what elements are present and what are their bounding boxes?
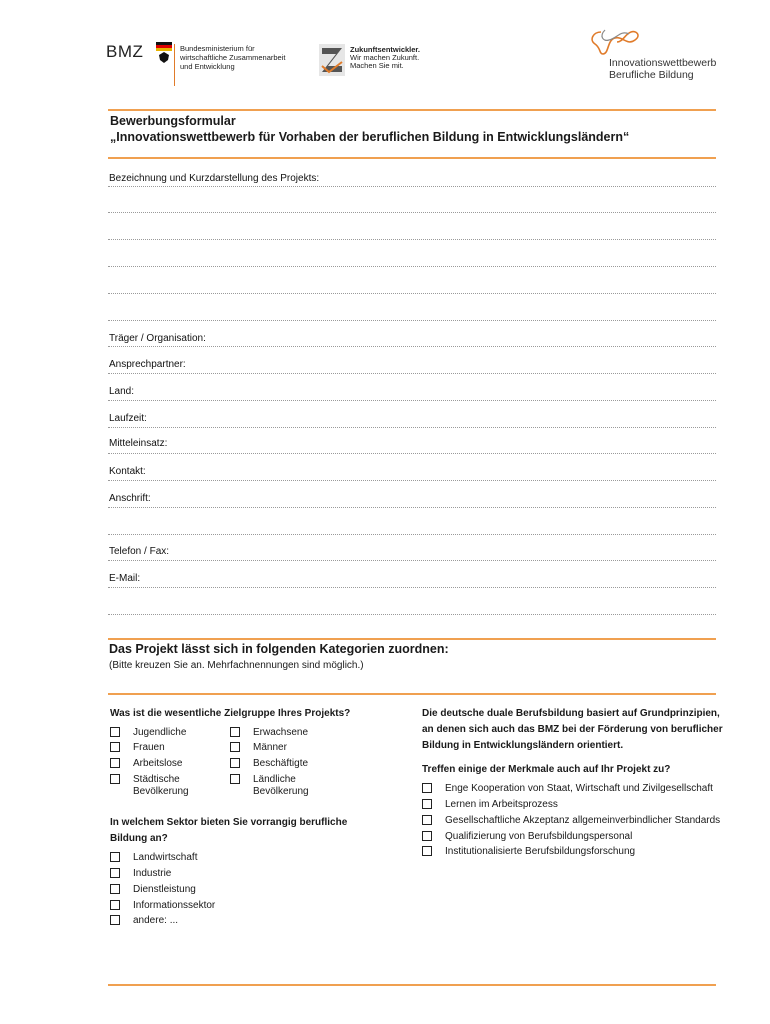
zielgruppe-question: Was ist die wesentliche Zielgruppe Ihres Projekts? — [110, 708, 351, 719]
prinzipien-intro: Die deutsche duale Berufsbildung basiert auf Grundprinzipien, an denen sich auch das BMZ bei der Förderung von beruflicher Bildung in Entwicklungsländern orientiert. — [422, 708, 723, 751]
input-line-mitteleinsatz[interactable] — [108, 453, 716, 454]
input-line-anschrift[interactable] — [108, 507, 716, 508]
zukunftsentwickler-logo-icon — [319, 44, 345, 76]
input-line-email-2[interactable] — [108, 614, 716, 615]
label-ansprechpartner: Ansprechpartner: — [109, 359, 186, 370]
label-land: Land: — [109, 386, 135, 397]
checkbox-erwachsene[interactable]: Erwachsene — [230, 727, 308, 739]
label-anschrift: Anschrift: — [109, 493, 151, 504]
checkbox-laendliche-bevoelkerung[interactable]: Ländliche Bevölkerung — [230, 774, 309, 798]
checkbox[interactable] — [422, 783, 432, 793]
input-line-projekt-5[interactable] — [108, 293, 716, 294]
checkbox[interactable] — [230, 774, 240, 784]
label-telefon: Telefon / Fax: — [109, 546, 170, 557]
input-line-projekt-2[interactable] — [108, 212, 716, 213]
checkbox[interactable] — [110, 774, 120, 784]
label-email: E-Mail: — [109, 573, 141, 584]
innovationswettbewerb-logo-icon — [587, 26, 643, 58]
checkbox-andere[interactable]: andere: ... — [110, 915, 178, 927]
label-mitteleinsatz: Mitteleinsatz: — [109, 438, 168, 449]
categories-top-rule — [108, 638, 716, 640]
bmz-ministry-name: Bundesministerium für wirtschaftliche Zusammenarbeit und Entwicklung — [180, 44, 286, 71]
input-line-traeger[interactable] — [108, 346, 716, 347]
sektor-question: In welchem Sektor bieten Sie vorrangig berufliche Bildung an? — [110, 817, 348, 844]
bmz-logo: BMZ — [106, 42, 144, 61]
checkbox-landwirtschaft[interactable]: Landwirtschaft — [110, 852, 197, 864]
checkbox[interactable] — [110, 742, 120, 752]
input-line-land[interactable] — [108, 400, 716, 401]
checkbox-jugendliche[interactable]: Jugendliche — [110, 727, 186, 739]
title-top-rule — [108, 109, 716, 111]
input-line-email[interactable] — [108, 587, 716, 588]
checkbox[interactable] — [110, 900, 120, 910]
innovationswettbewerb-name: Innovationswettbewerb Berufliche Bildung — [609, 57, 717, 81]
footer-rule — [108, 984, 716, 986]
checkbox-berufsbildungsforschung[interactable]: Institutionalisierte Berufsbildungsforschung — [422, 846, 635, 858]
input-line-projekt-6[interactable] — [108, 320, 716, 321]
checkbox[interactable] — [422, 831, 432, 841]
label-traeger: Träger / Organisation: — [109, 333, 206, 344]
checkbox-enge-kooperation[interactable]: Enge Kooperation von Staat, Wirtschaft und Zivilgesellschaft — [422, 783, 713, 795]
label-projekt: Bezeichnung und Kurzdarstellung des Projekts: — [109, 173, 320, 184]
checkbox[interactable] — [230, 742, 240, 752]
input-line-laufzeit[interactable] — [108, 427, 716, 428]
checkbox-beschaeftigte[interactable]: Beschäftigte — [230, 758, 308, 770]
label-kontakt: Kontakt: — [109, 466, 146, 477]
checkbox[interactable] — [230, 727, 240, 737]
federal-eagle-icon — [156, 42, 172, 64]
input-line-kontakt[interactable] — [108, 480, 716, 481]
categories-heading: Das Projekt lässt sich in folgenden Kategorien zuordnen: — [109, 642, 449, 656]
checkbox[interactable] — [110, 758, 120, 768]
checkbox[interactable] — [110, 868, 120, 878]
checkbox-qualifizierung-personal[interactable]: Qualifizierung von Berufsbildungspersonal — [422, 831, 632, 843]
checkbox[interactable] — [422, 846, 432, 856]
checkbox-dienstleistung[interactable]: Dienstleistung — [110, 884, 196, 896]
input-line-ansprechpartner[interactable] — [108, 373, 716, 374]
checkbox[interactable] — [422, 799, 432, 809]
checkbox-informationssektor[interactable]: Informationssektor — [110, 900, 215, 912]
checkbox-staedtische-bevoelkerung[interactable]: Städtische Bevölkerung — [110, 774, 189, 798]
checkbox-maenner[interactable]: Männer — [230, 742, 287, 754]
checkbox-frauen[interactable]: Frauen — [110, 742, 165, 754]
input-line-projekt-3[interactable] — [108, 239, 716, 240]
checkbox[interactable] — [110, 852, 120, 862]
input-line-projekt-4[interactable] — [108, 266, 716, 267]
label-laufzeit: Laufzeit: — [109, 413, 147, 424]
input-line-anschrift-2[interactable] — [108, 534, 716, 535]
input-line-projekt[interactable] — [108, 186, 716, 187]
categories-bottom-rule — [108, 693, 716, 695]
checkbox-akzeptanz-standards[interactable]: Gesellschaftliche Akzeptanz allgemeinverbindlicher Standards — [422, 815, 720, 827]
categories-subheading: (Bitte kreuzen Sie an. Mehrfachnennungen sind möglich.) — [109, 660, 364, 671]
checkbox[interactable] — [110, 727, 120, 737]
checkbox-arbeitslose[interactable]: Arbeitslose — [110, 758, 182, 770]
prinzipien-question: Treffen einige der Merkmale auch auf Ihr Projekt zu? — [422, 764, 671, 775]
checkbox[interactable] — [230, 758, 240, 768]
checkbox[interactable] — [110, 884, 120, 894]
checkbox-lernen-im-arbeitsprozess[interactable]: Lernen im Arbeitsprozess — [422, 799, 558, 811]
checkbox-industrie[interactable]: Industrie — [110, 868, 171, 880]
input-line-telefon[interactable] — [108, 560, 716, 561]
bmz-divider — [174, 44, 175, 86]
zukunftsentwickler-slogan: Zukunftsentwickler. Wir machen Zukunft. Machen Sie mit. — [350, 45, 421, 70]
checkbox[interactable] — [110, 915, 120, 925]
title-bottom-rule — [108, 157, 716, 159]
form-title: Bewerbungsformular „Innovationswettbewerb für Vorhaben der beruflichen Bildung in Entwicklungsländern“ — [110, 114, 630, 144]
checkbox[interactable] — [422, 815, 432, 825]
